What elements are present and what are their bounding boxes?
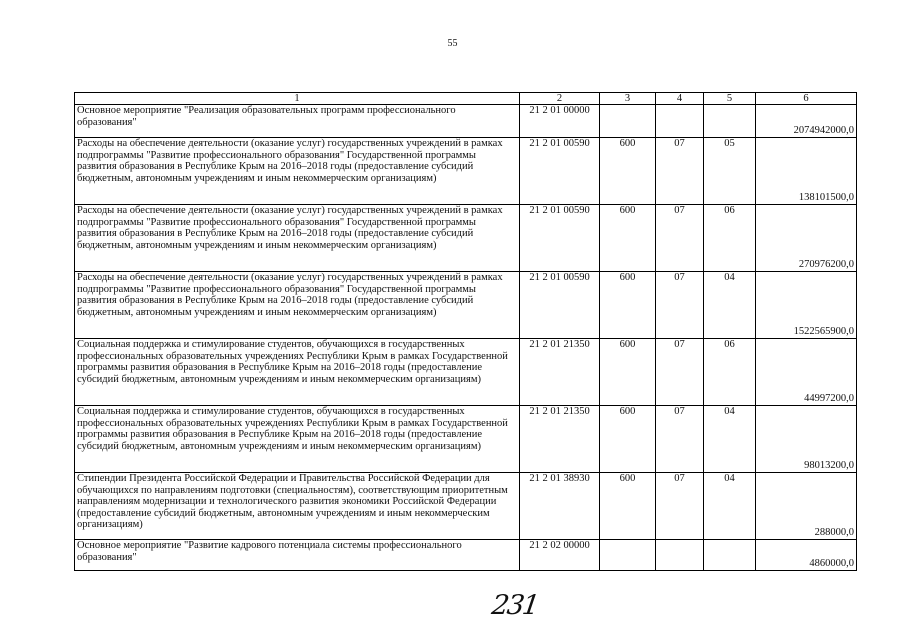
row-amount: 288000,0 xyxy=(756,473,857,540)
row-col4 xyxy=(656,105,704,138)
table-row xyxy=(75,339,857,406)
row-col5: 05 xyxy=(704,138,756,205)
table-row xyxy=(75,540,857,571)
row-name: Расходы на обеспечение деятельности (оказание услуг) государственных учреждений в рамках подпрограммы "Развитие профессионального образования" Государственной программы развития образования в Республике Крым на 2016–2018 годы (предоставление субсидий бюджетным, автономным учреждениям и иным некоммерческим организациям) xyxy=(75,138,520,205)
column-header-3: 3 xyxy=(600,93,656,105)
row-name: Расходы на обеспечение деятельности (оказание услуг) государственных учреждений в рамках подпрограммы "Развитие профессионального образования" Государственной программы развития образования в Республике Крым на 2016–2018 годы (предоставление субсидий бюджетным, автономным учреждениям и иным некоммерческим организациям) xyxy=(75,205,520,272)
row-col3: 600 xyxy=(600,339,656,406)
row-code: 21 2 01 00000 xyxy=(520,105,600,138)
row-col3 xyxy=(600,540,656,571)
row-col4: 07 xyxy=(656,272,704,339)
row-col3: 600 xyxy=(600,138,656,205)
row-col5: 04 xyxy=(704,473,756,540)
row-col5 xyxy=(704,105,756,138)
table-header-row xyxy=(75,93,857,105)
row-col4 xyxy=(656,540,704,571)
row-name: Основное мероприятие "Развитие кадрового потенциала системы профессионального образования" xyxy=(75,540,520,571)
row-amount: 1522565900,0 xyxy=(756,272,857,339)
table-row xyxy=(75,272,857,339)
row-amount: 270976200,0 xyxy=(756,205,857,272)
column-header-2: 2 xyxy=(520,93,600,105)
row-amount: 98013200,0 xyxy=(756,406,857,473)
row-amount: 4860000,0 xyxy=(756,540,857,571)
row-col5 xyxy=(704,540,756,571)
row-name: Расходы на обеспечение деятельности (оказание услуг) государственных учреждений в рамках подпрограммы "Развитие профессионального образования" Государственной программы развития образования в Республике Крым на 2016–2018 годы (предоставление субсидий бюджетным, автономным учреждениям и иным некоммерческим организациям) xyxy=(75,272,520,339)
row-name: Стипендии Президента Российской Федерации и Правительства Российской Федерации для обучающихся по направлениям подготовки (специальностям), соответствующим приоритетным направлениям модернизации и технологического развития экономики Российской Федерации (предоставление субсидий бюджетным, автономным учреждениям и иным некоммерческим организациям) xyxy=(75,473,520,540)
row-col3: 600 xyxy=(600,473,656,540)
column-header-5: 5 xyxy=(704,93,756,105)
row-col3: 600 xyxy=(600,406,656,473)
row-code: 21 2 01 21350 xyxy=(520,406,600,473)
row-col4: 07 xyxy=(656,205,704,272)
row-col3: 600 xyxy=(600,272,656,339)
column-header-6: 6 xyxy=(756,93,857,105)
row-code: 21 2 02 00000 xyxy=(520,540,600,571)
row-amount: 138101500,0 xyxy=(756,138,857,205)
table-row xyxy=(75,406,857,473)
row-col4: 07 xyxy=(656,473,704,540)
table-row xyxy=(75,105,857,138)
table-row xyxy=(75,205,857,272)
row-amount: 2074942000,0 xyxy=(756,105,857,138)
row-col5: 06 xyxy=(704,205,756,272)
row-col5: 04 xyxy=(704,406,756,473)
row-name: Основное мероприятие "Реализация образовательных программ профессионального образования" xyxy=(75,105,520,138)
column-header-1: 1 xyxy=(75,93,520,105)
row-name: Социальная поддержка и стимулирование студентов, обучающихся в государственных профессиональных образовательных учреждениях Республики Крым в рамках Государственной программы развития образования в Республике Крым на 2016–2018 годы (предоставление субсидий бюджетным, автономным учреждениям и иным некоммерческим организациям) xyxy=(75,406,520,473)
row-col4: 07 xyxy=(656,406,704,473)
row-col4: 07 xyxy=(656,138,704,205)
row-code: 21 2 01 38930 xyxy=(520,473,600,540)
row-code: 21 2 01 00590 xyxy=(520,272,600,339)
handwritten-page-number: 231 xyxy=(489,590,540,621)
row-col3 xyxy=(600,105,656,138)
row-col3: 600 xyxy=(600,205,656,272)
row-col5: 06 xyxy=(704,339,756,406)
table-row xyxy=(75,138,857,205)
column-header-4: 4 xyxy=(656,93,704,105)
row-amount: 44997200,0 xyxy=(756,339,857,406)
row-col5: 04 xyxy=(704,272,756,339)
table-row xyxy=(75,473,857,540)
row-code: 21 2 01 00590 xyxy=(520,205,600,272)
row-col4: 07 xyxy=(656,339,704,406)
row-code: 21 2 01 21350 xyxy=(520,339,600,406)
page-number: 55 xyxy=(447,38,458,49)
budget-table xyxy=(74,92,857,571)
row-name: Социальная поддержка и стимулирование студентов, обучающихся в государственных профессиональных образовательных учреждениях Республики Крым в рамках Государственной программы развития образования в Республике Крым на 2016–2018 годы (предоставление субсидий бюджетным, автономным учреждениям и иным некоммерческим организациям) xyxy=(75,339,520,406)
row-code: 21 2 01 00590 xyxy=(520,138,600,205)
